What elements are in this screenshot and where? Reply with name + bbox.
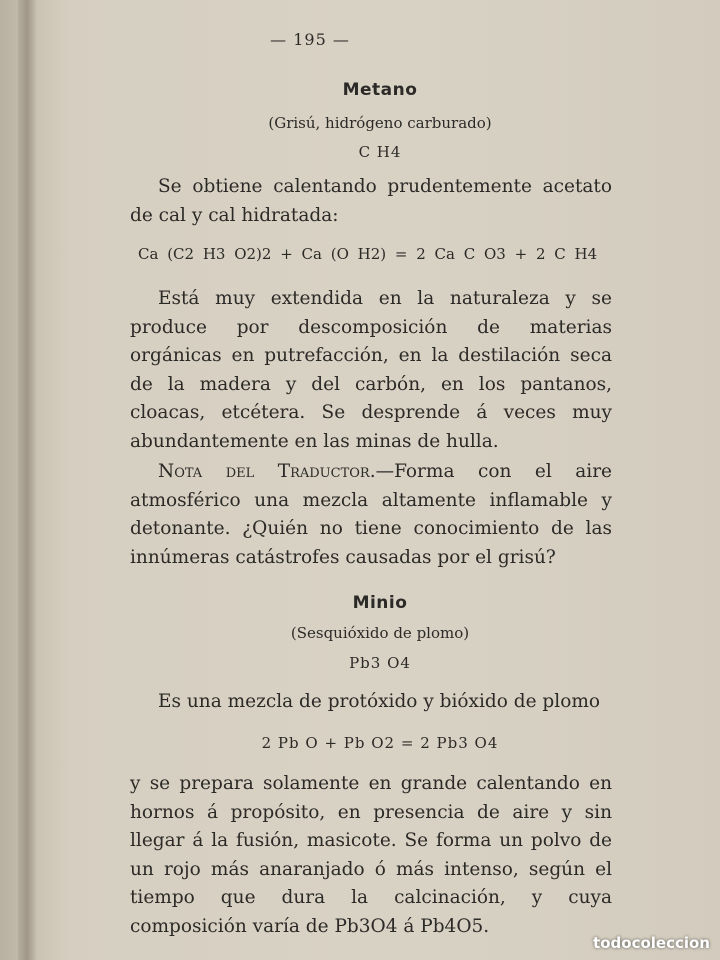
page-number: — 195 — xyxy=(270,30,350,49)
section-heading-minio: Minio xyxy=(352,593,408,613)
note-label: Nota del Traductor. xyxy=(158,461,376,482)
translator-note xyxy=(130,458,612,572)
paragraph-metano-body: Está muy extendida en la naturaleza y se produce por descomposición de materias orgánicas en putrefacción, en la destilación seca de la madera y del carbón, en los pantanos, cloacas, etcétera. Se desprende á veces muy abundantemente en las minas de hulla. xyxy=(130,288,612,452)
equation-metano: Ca (C2 H3 O2)2 + Ca (O H2) = 2 Ca C O3 + 2 C H4 xyxy=(138,245,598,263)
chemical-formula-minio: Pb3 O4 xyxy=(349,654,411,672)
section-heading-metano: Metano xyxy=(342,80,418,100)
paragraph-minio-body: y se prepara solamente en grande calentando en hornos á propósito, en presencia de aire y sin llegar á la fusión, masicote. Se forma un polvo de un rojo más anaranjado ó más intenso, según el tiempo que dura la calcinación, y cuya composición varía de Pb3O4 á Pb4O5. xyxy=(130,773,612,937)
paragraph-minio-intro: Es una mezcla de protóxido y bióxido de plomo xyxy=(158,691,601,712)
equation-minio: 2 Pb O + Pb O2 = 2 Pb3 O4 xyxy=(261,734,499,752)
section-subtitle-minio: (Sesquióxido de plomo) xyxy=(290,624,470,642)
section-subtitle-metano: (Grisú, hidrógeno carburado) xyxy=(268,114,492,132)
paragraph-metano-intro: Se obtiene calentando prudentemente acetato de cal y cal hidratada: xyxy=(130,176,612,226)
page-fold-shadow xyxy=(18,0,36,960)
note-text: —Forma con el aire atmosférico una mezcla altamente inflamable y detonante. ¿Quién no tiene conocimiento de las innúmeras catástrofes causadas por el grisú? xyxy=(130,461,612,568)
watermark-logo: todocoleccion xyxy=(593,934,710,952)
chemical-formula-metano: C H4 xyxy=(358,143,402,161)
